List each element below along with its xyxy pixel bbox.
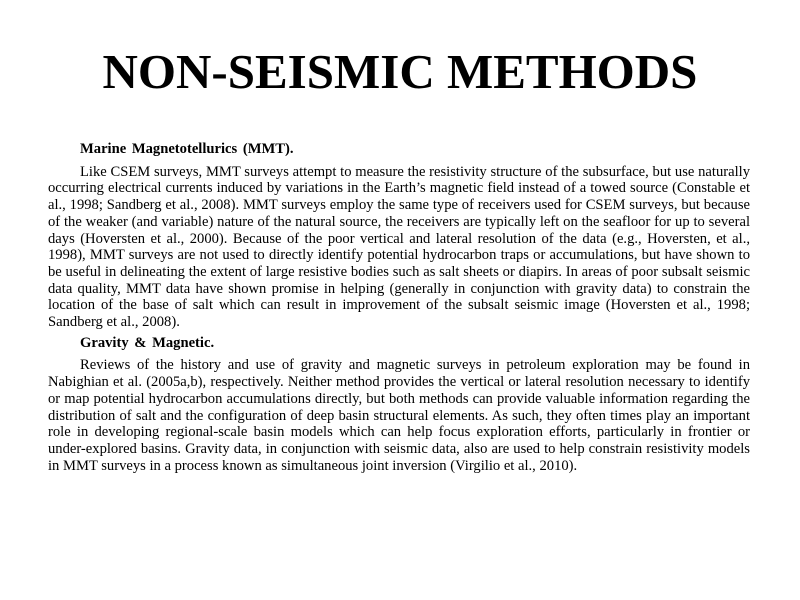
section-body-gravity-magnetic: Reviews of the history and use of gravity and magnetic surveys in petroleum exploration may be found in Nabighian et al. (2005a,b), respectively. Neither method provides the vertical or lateral resolution necessary to identify or map potential hydrocarbon accumulations directly, but both methods can provide valuable information regarding the distribution of salt and the configuration of deep basin structural elements. As such, they often times play an important role in developing regional-scale basin models which can help focus exploration efforts, particularly in frontier or under-explored basins. Gravity data, in conjunction with seismic data, also are used to help constrain resistivity models in MMT surveys in a process known as simultaneous joint inversion (Virgilio et al., 2010). <box>48 357 750 474</box>
section-heading-mmt: Marine Magnetotellurics (MMT). <box>80 141 294 157</box>
slide-title: NON-SEISMIC METHODS <box>102 44 698 99</box>
section-body-mmt: Like CSEM surveys, MMT surveys attempt to measure the resistivity structure of the subsurface, but use naturally occurring electrical currents induced by variations in the Earth’s magnetic field instead of a towed source (Constable et al., 1998; Sandberg et al., 2008). MMT surveys employ the same type of receivers used for CSEM surveys, but because of the weaker (and variable) nature of the natural source, the receivers are typically left on the seafloor for up to several days (Hoversten et al., 2000). Because of the poor vertical and lateral resolution of the data (e.g., Hoversten, et al., 1998), MMT surveys are not used to directly identify potential hydrocarbon traps or accumulations, but have shown to be useful in delineating the extent of large resistive bodies such as salt sheets or diapirs. In areas of poor subsalt seismic data quality, MMT data have shown promise in helping (generally in conjunction with gravity data) to constrain the location of the base of salt which can result in improvement of the subsalt seismic image (Hoversten et al., 1998; Sandberg et al., 2008). <box>48 163 750 331</box>
slide-content <box>48 141 750 478</box>
section-heading-gravity-magnetic: Gravity & Magnetic. <box>80 334 215 351</box>
